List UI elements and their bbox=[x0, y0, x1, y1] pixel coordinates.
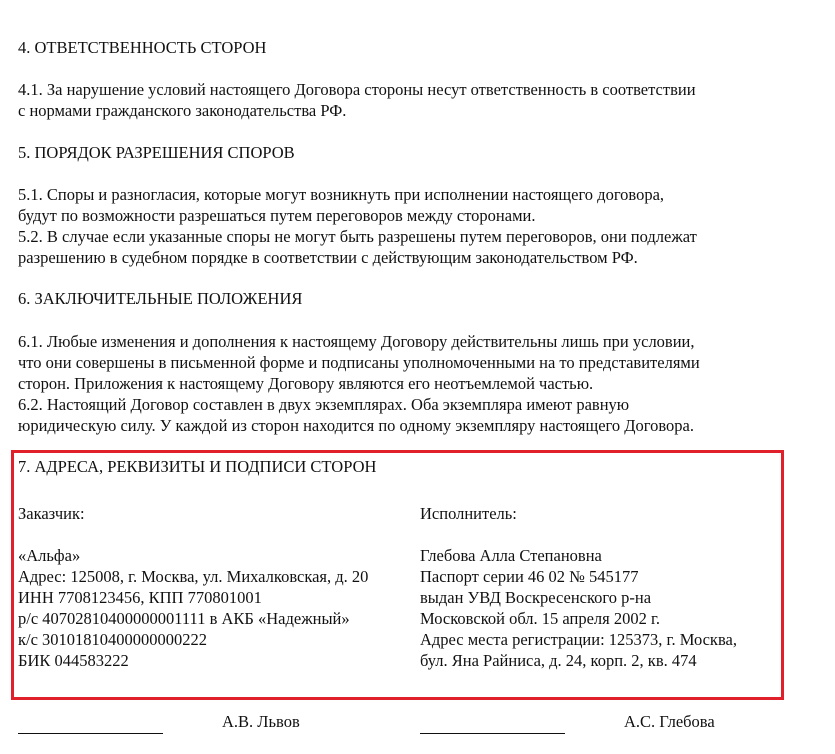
section-7-title: 7. АДРЕСА, РЕКВИЗИТЫ И ПОДПИСИ СТОРОН bbox=[18, 457, 377, 476]
contractor-label: Исполнитель: bbox=[420, 504, 517, 523]
contractor-detail: Паспорт серии 46 02 № 545177 bbox=[420, 567, 639, 586]
customer-detail: «Альфа» bbox=[18, 546, 81, 565]
customer-detail: Адрес: 125008, г. Москва, ул. Михалковская, д. 20 bbox=[18, 567, 369, 586]
section-6-line: что они совершены в письменной форме и подписаны уполномоченными на то представителями bbox=[18, 353, 700, 372]
section-6-title: 6. ЗАКЛЮЧИТЕЛЬНЫЕ ПОЛОЖЕНИЯ bbox=[18, 289, 303, 308]
customer-signature-line bbox=[18, 733, 163, 734]
customer-signature-name: А.В. Львов bbox=[222, 712, 300, 731]
customer-detail: к/с 30101810400000000222 bbox=[18, 630, 208, 649]
contractor-detail: бул. Яна Райниса, д. 24, корп. 2, кв. 474 bbox=[420, 651, 697, 670]
customer-label: Заказчик: bbox=[18, 504, 85, 523]
section-6-line: юридическую силу. У каждой из сторон находится по одному экземпляру настоящего Договора. bbox=[18, 416, 695, 435]
section-5-title: 5. ПОРЯДОК РАЗРЕШЕНИЯ СПОРОВ bbox=[18, 143, 295, 162]
customer-detail: ИНН 7708123456, КПП 770801001 bbox=[18, 588, 262, 607]
section-5-line: 5.1. Споры и разногласия, которые могут возникнуть при исполнении настоящего договора, bbox=[18, 185, 665, 204]
section-4-title: 4. ОТВЕТСТВЕННОСТЬ СТОРОН bbox=[18, 38, 267, 57]
section-5-line: 5.2. В случае если указанные споры не могут быть разрешены путем переговоров, они подлежат bbox=[18, 227, 697, 246]
contractor-detail: Адрес места регистрации: 125373, г. Москва, bbox=[420, 630, 737, 649]
contractor-detail: выдан УВД Воскресенского р-на bbox=[420, 588, 652, 607]
section-5-line: будут по возможности разрешаться путем переговоров между сторонами. bbox=[18, 206, 536, 225]
section-4-line: с нормами гражданского законодательства РФ. bbox=[18, 101, 347, 120]
contractor-detail: Московской обл. 15 апреля 2002 г. bbox=[420, 609, 661, 628]
section-5-line: разрешению в судебном порядке в соответствии с действующим законодательством РФ. bbox=[18, 248, 638, 267]
customer-detail: БИК 044583222 bbox=[18, 651, 129, 670]
section-6-line: 6.2. Настоящий Договор составлен в двух экземплярах. Оба экземпляра имеют равную bbox=[18, 395, 630, 414]
section-4-line: 4.1. За нарушение условий настоящего Договора стороны несут ответственность в соответствии bbox=[18, 80, 696, 99]
contractor-signature-line bbox=[420, 733, 565, 734]
customer-detail: р/с 40702810400000001111 в АКБ «Надежный» bbox=[18, 609, 350, 628]
contractor-detail: Глебова Алла Степановна bbox=[420, 546, 602, 565]
contractor-signature-name: А.С. Глебова bbox=[624, 712, 715, 731]
section-6-line: сторон. Приложения к настоящему Договору являются его неотъемлемой частью. bbox=[18, 374, 594, 393]
section-6-line: 6.1. Любые изменения и дополнения к настоящему Договору действительны лишь при условии, bbox=[18, 332, 695, 351]
